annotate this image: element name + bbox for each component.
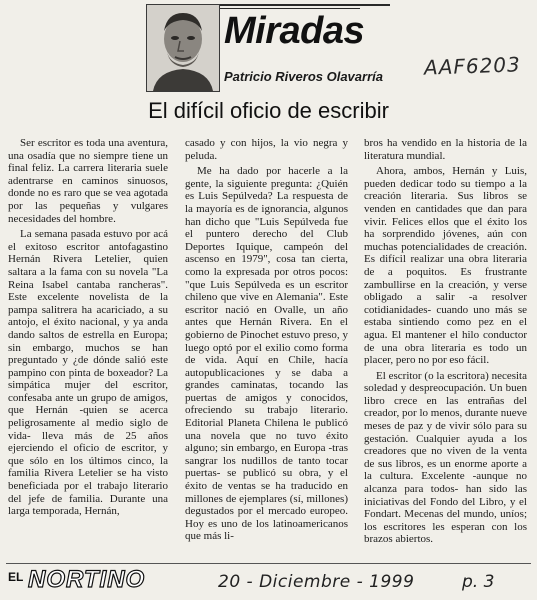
paragraph: bros ha vendido en la historia de la literatura mundial. [364,137,527,162]
newspaper-name: NORTINO [28,566,146,593]
author-portrait-image [147,5,219,91]
paragraph: Ser escritor es toda una aventura, una osadía que no siempre tiene un final feliz. La carrera literaria suele adentrarse en caminos sinuosos, donde no es raro que se vea agotada por las pequeñas y vulgares necesidades del hombre. [8,137,168,225]
author-byline: Patricio Riveros Olavarría [224,69,383,84]
footer-rule [6,563,531,564]
handwritten-archive-code: AAF6203 [423,52,522,80]
paragraph: Me ha dado por hacerle a la gente, la siguiente pregunta: ¿Quién es Luis Sepúlveda? La respuesta de la mayoría es de ignorancia, algunos han dicho que "Luis Sepúlveda fue el puntero derecho del Club Deportes Iquique, campeón del ascenso en 1979", cosa tan cierta, como la expresada por otros pocos: "que Luis Sepúlveda es un escritor chileno que vive en Alemania". Este escritor nació en Ovalle, un año antes que Hernán Rivera. En el gobierno de Pinochet estuvo preso, y luego optó por el exilio como forma de vida. Aquí en Chile, hacía autopublicaciones y se daba a grandes caminatas, tocando las puertas de amigos y conocidos, ofreciendo su trabajo literario. Editorial Planeta Chilena le publicó una novela que no tuvo éxito alguno; sin embargo, en Europa -tras sangrar los nudillos de tanto tocar puertas- se publicó su obra, y el éxito de ventas se ha traducido en millones de ejemplares (sí, millones) degustados por el mercado europeo. Hoy es uno de los latinoamericanos que más li- [185,165,348,543]
column-title: Miradas [224,10,365,52]
paragraph: La semana pasada estuvo por acá el exitoso escritor antofagastino Hernán Rivera Letelier, quien saltara a la fama con su novela "La Reina Isabel cantaba rancheras". Este excelente novelista de la pampa salitrera ha acariciado, a su antojo, el éxito nacional, y ya anda dando saltos de estrella en Europa; sin embargo, muchos se han preguntado y ¿de dónde salió este pampino con pinta de boxeador? La simpática mujer del escritor, confesaba ante un grupo de amigos, que Hernán -quien se acerca peligrosamente al medio siglo de vida- lleva más de 25 años ejerciendo el oficio de escritor, y que sólo en los últimos cinco, la familia Rivera Letelier se ha visto beneficiada por el trabajo literario del jefe de familia. Durante una larga temporada, Hernán, [8,228,168,518]
text-column-2 [185,137,348,546]
column-rule-top-thin [220,8,360,9]
paragraph: casado y con hijos, la vio negra y peluda. [185,137,348,162]
text-column-1 [8,137,168,521]
paragraph: Ahora, ambos, Hernán y Luis, pueden dedicar todo su tiempo a la creación literaria. Sus libros se venden en cantidades que dan para vivir. Felices ellos que el éxito los ha sorprendido jóvenes, aún con muchas potencialidades de creación. Es difícil realizar una obra literaria de a poquitos. Es frustrante zambullirse en la creación, y verse obligado a salir -a resolver cotidianidades- cuando uno más se estaba sintiendo como pez en el agua. El mantener el hilo conductor de una obra literaria es todo un placer, pero no por eso fácil. [364,165,527,367]
paragraph: El escritor (o la escritora) necesita soledad y despreocupación. Un buen libro crece en las entrañas del creador, por lo menos, durante nueve meses de paz y de vivir sólo para su gestación. Cualquier ayuda a los creadores que no viven de la venta de sus libros, es un enorme aporte a la cultura. Excelente -aunque no alcanza para todos- han sido las iniciativas del Fondo del Libro, y el Fondart. Mecenas del mundo, uníos; los escritores les esperan con los brazos abiertos. [364,369,527,546]
handwritten-date: 20 - Diciembre - 1999 [218,572,415,592]
author-photo [146,4,220,92]
text-column-3 [364,137,527,549]
column-rule-top [220,4,390,6]
article-headline: El difícil oficio de escribir [148,98,389,123]
newspaper-mark: EL [8,570,24,584]
handwritten-page-number: p. 3 [462,572,495,592]
